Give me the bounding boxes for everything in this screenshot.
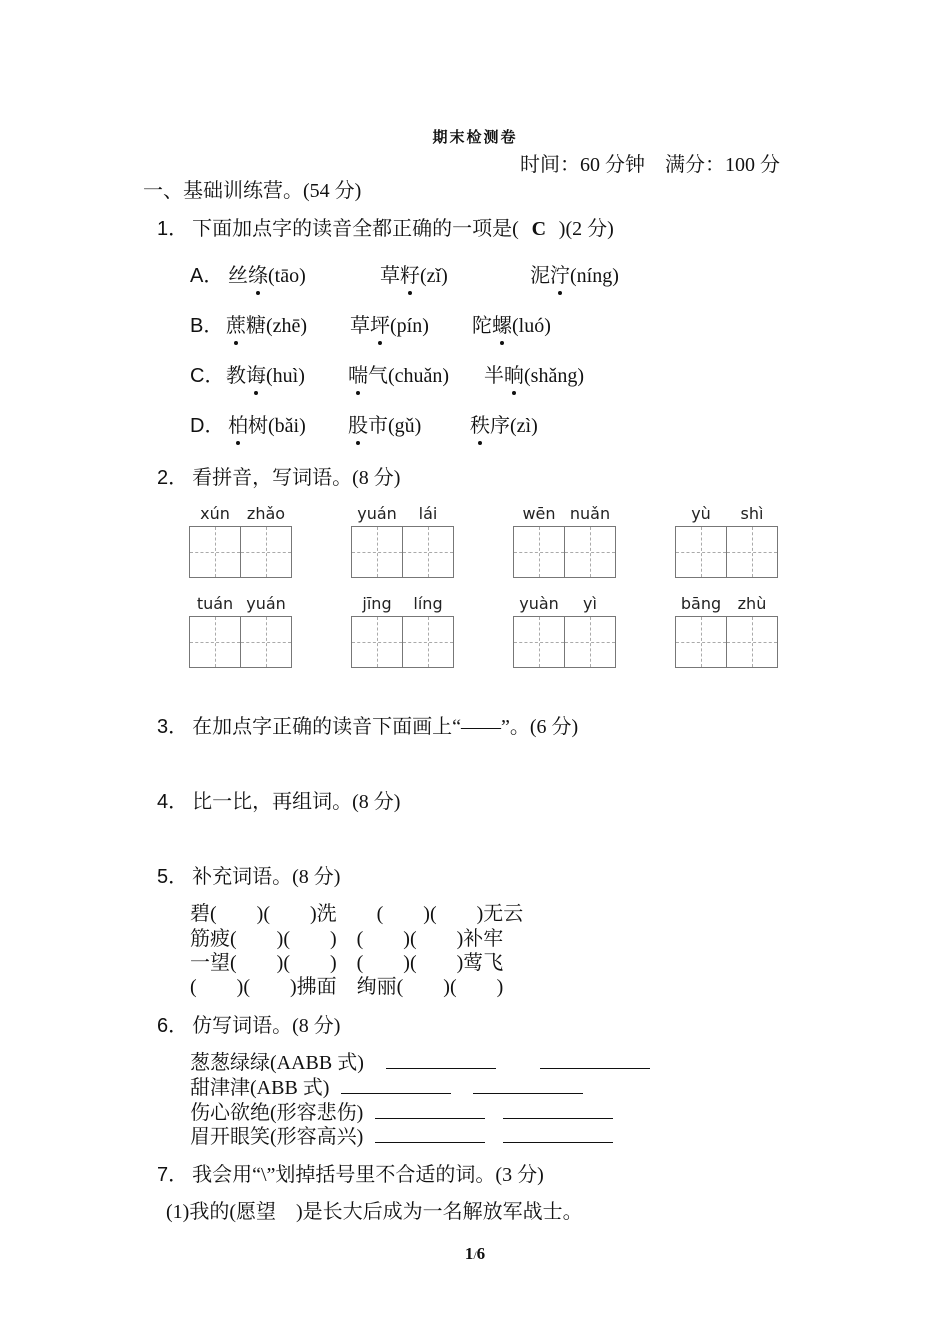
dotted-character: 坪 — [370, 309, 390, 338]
word-suffix-pinyin: 糖(zhē) — [246, 315, 308, 337]
option-letter: D． — [190, 415, 225, 437]
dotted-character: 螺 — [492, 309, 512, 338]
question-5 — [157, 860, 340, 889]
pinyin-label: yuán — [246, 594, 286, 613]
answer-blank[interactable] — [503, 1102, 613, 1119]
dotted-character: 喘 — [348, 359, 368, 388]
question-number: 3． — [157, 716, 189, 738]
cell-guide-horizontal — [514, 552, 564, 553]
question-text: 比一比，再组词。(8 分) — [192, 791, 401, 813]
question-4 — [157, 785, 400, 814]
dotted-character: 股 — [348, 409, 368, 438]
cell-guide-horizontal — [727, 642, 777, 643]
question-number: 7． — [157, 1164, 189, 1186]
current-page: 1 — [464, 1244, 474, 1263]
option-row — [190, 259, 619, 288]
option-word — [472, 309, 551, 338]
option-word — [348, 409, 421, 438]
pinyin-label: xún — [200, 504, 230, 523]
writing-cell[interactable] — [675, 616, 727, 668]
cell-guide-horizontal — [676, 552, 726, 553]
word-suffix-pinyin: (huì) — [266, 365, 305, 387]
question-text: 在加点字正确的读音下面画上“——”。(6 分) — [192, 716, 579, 738]
dotted-character: 蔗 — [226, 309, 246, 338]
idiom-line: 一望( )( ) ( )( )莺飞 — [190, 952, 504, 974]
writing-cell[interactable] — [564, 526, 616, 578]
pinyin-label: bāng — [680, 594, 722, 613]
option-word — [226, 359, 305, 388]
cell-guide-horizontal — [241, 642, 291, 643]
word-suffix-pinyin: (luó) — [512, 315, 551, 337]
question-1 — [157, 212, 614, 241]
cell-guide-horizontal — [727, 552, 777, 553]
option-letter: A． — [190, 265, 224, 287]
option-word — [350, 309, 429, 338]
dotted-character: 泞 — [550, 259, 570, 288]
word-suffix-pinyin: 气(chuǎn) — [368, 365, 450, 387]
cell-guide-horizontal — [676, 642, 726, 643]
dotted-character: 绦 — [248, 259, 268, 288]
word-prefix: 陀 — [472, 315, 492, 337]
question-text: 看拼音，写词语。(8 分) — [192, 467, 401, 489]
answer-blank[interactable] — [540, 1052, 650, 1069]
cell-guide-horizontal — [403, 642, 453, 643]
cell-guide-horizontal — [352, 552, 402, 553]
pinyin-label: zhǎo — [246, 504, 286, 523]
dotted-character: 诲 — [246, 359, 266, 388]
cell-guide-horizontal — [514, 642, 564, 643]
answer-c: C — [531, 218, 547, 240]
imitation-prompt: 眉开眼笑(形容高兴) — [190, 1126, 364, 1148]
pinyin-label: líng — [413, 594, 443, 613]
option-letter: C． — [190, 365, 225, 387]
page-number — [0, 1244, 950, 1264]
word-suffix-pinyin: 市(gǔ) — [368, 415, 422, 437]
imitation-prompt: 伤心欲绝(形容悲伤) — [190, 1102, 364, 1124]
option-letter: B． — [190, 315, 224, 337]
word-suffix-pinyin: (shǎng) — [524, 365, 584, 387]
cell-guide-horizontal — [190, 642, 240, 643]
writing-cell[interactable] — [402, 616, 454, 668]
imitation-prompt: 葱葱绿绿(AABB 式) — [190, 1052, 364, 1074]
dotted-character: 秩 — [470, 409, 490, 438]
cell-guide-horizontal — [352, 642, 402, 643]
pinyin-label: yì — [583, 594, 597, 613]
imitation-prompt: 甜津津(ABB 式) — [190, 1077, 330, 1099]
pinyin-label: shì — [740, 504, 764, 523]
word-suffix-pinyin: (níng) — [570, 265, 619, 287]
writing-cell[interactable] — [513, 616, 565, 668]
option-word — [348, 359, 449, 388]
answer-blank[interactable] — [473, 1077, 583, 1094]
question-number: 4． — [157, 791, 189, 813]
word-prefix: 泥 — [530, 265, 550, 287]
question-text: 下面加点字的读音全都正确的一项是( — [192, 218, 519, 240]
option-word — [380, 259, 448, 288]
option-word — [226, 309, 307, 338]
dotted-character: 柏 — [228, 409, 248, 438]
question-text: 仿写词语。(8 分) — [192, 1015, 341, 1037]
idiom-line: 碧( )( )洗 ( )( )无云 — [190, 903, 524, 925]
option-row — [190, 309, 551, 338]
answer-blank[interactable] — [503, 1126, 613, 1143]
option-row — [190, 359, 584, 388]
exam-meta: 时间：60 分钟 满分：100 分 — [520, 154, 780, 176]
question-3 — [157, 710, 578, 739]
word-suffix-pinyin: (zǐ) — [420, 265, 448, 287]
idiom-line: ( )( )拂面 绚丽( )( ) — [190, 976, 504, 998]
writing-cell[interactable] — [726, 526, 778, 578]
question-6 — [157, 1009, 340, 1038]
dotted-character: 籽 — [400, 259, 420, 288]
answer-blank[interactable] — [341, 1077, 451, 1094]
cell-guide-horizontal — [190, 552, 240, 553]
option-word — [228, 409, 306, 438]
option-word — [484, 359, 584, 388]
option-word — [228, 259, 306, 288]
writing-cell[interactable] — [513, 526, 565, 578]
word-prefix: 草 — [350, 315, 370, 337]
answer-blank[interactable] — [386, 1052, 496, 1069]
writing-cell[interactable] — [189, 526, 241, 578]
writing-cell[interactable] — [564, 616, 616, 668]
option-row — [190, 409, 538, 438]
pinyin-label: jīng — [362, 594, 392, 613]
pinyin-label: wēn — [522, 504, 556, 523]
word-prefix: 教 — [226, 365, 246, 387]
word-prefix: 半 — [484, 365, 504, 387]
pinyin-label: tuán — [196, 594, 234, 613]
writing-cell[interactable] — [402, 526, 454, 578]
imitation-line — [190, 1120, 613, 1149]
page-separator: / — [473, 1248, 477, 1262]
writing-cell[interactable] — [675, 526, 727, 578]
total-pages: 6 — [476, 1244, 486, 1263]
writing-cell[interactable] — [726, 616, 778, 668]
question-number: 5． — [157, 866, 189, 888]
cell-guide-horizontal — [565, 552, 615, 553]
answer-blank[interactable] — [375, 1126, 485, 1143]
answer-blank[interactable] — [375, 1102, 485, 1119]
section-heading-1: 一、基础训练营。(54 分) — [143, 180, 362, 202]
cell-guide-horizontal — [241, 552, 291, 553]
question-tail: )(2 分) — [558, 218, 614, 240]
question-number: 6． — [157, 1015, 189, 1037]
question-number: 1． — [157, 218, 189, 240]
word-prefix: 丝 — [228, 265, 248, 287]
pinyin-label: nuǎn — [569, 504, 611, 523]
writing-cell[interactable] — [351, 526, 403, 578]
pinyin-label: lái — [418, 504, 438, 523]
word-suffix-pinyin: 序(zì) — [490, 415, 538, 437]
word-suffix-pinyin: (pín) — [390, 315, 429, 337]
pinyin-label: yuàn — [519, 594, 559, 613]
dotted-character: 晌 — [504, 359, 524, 388]
question-text: 我会用“\”划掉括号里不合适的词。(3 分) — [192, 1164, 544, 1186]
option-word — [470, 409, 538, 438]
word-suffix-pinyin: (tāo) — [268, 265, 306, 287]
question-2 — [157, 461, 400, 490]
pinyin-label: yuán — [357, 504, 397, 523]
cell-guide-horizontal — [403, 552, 453, 553]
question-7-item-1: (1)我的(愿望 )是长大后成为一名解放军战士。 — [166, 1201, 583, 1223]
question-text: 补充词语。(8 分) — [192, 866, 341, 888]
pinyin-label: yù — [691, 504, 711, 523]
option-word — [530, 259, 619, 288]
idiom-line: 筋疲( )( ) ( )( )补牢 — [190, 928, 504, 950]
pinyin-label: zhù — [737, 594, 767, 613]
question-7 — [157, 1158, 544, 1187]
word-suffix-pinyin: 树(bǎi) — [248, 415, 306, 437]
cell-guide-horizontal — [565, 642, 615, 643]
page-title: 期末检测卷 — [432, 130, 518, 146]
writing-cell[interactable] — [351, 616, 403, 668]
writing-cell[interactable] — [240, 526, 292, 578]
writing-cell[interactable] — [189, 616, 241, 668]
question-number: 2． — [157, 467, 189, 489]
word-prefix: 草 — [380, 265, 400, 287]
writing-cell[interactable] — [240, 616, 292, 668]
